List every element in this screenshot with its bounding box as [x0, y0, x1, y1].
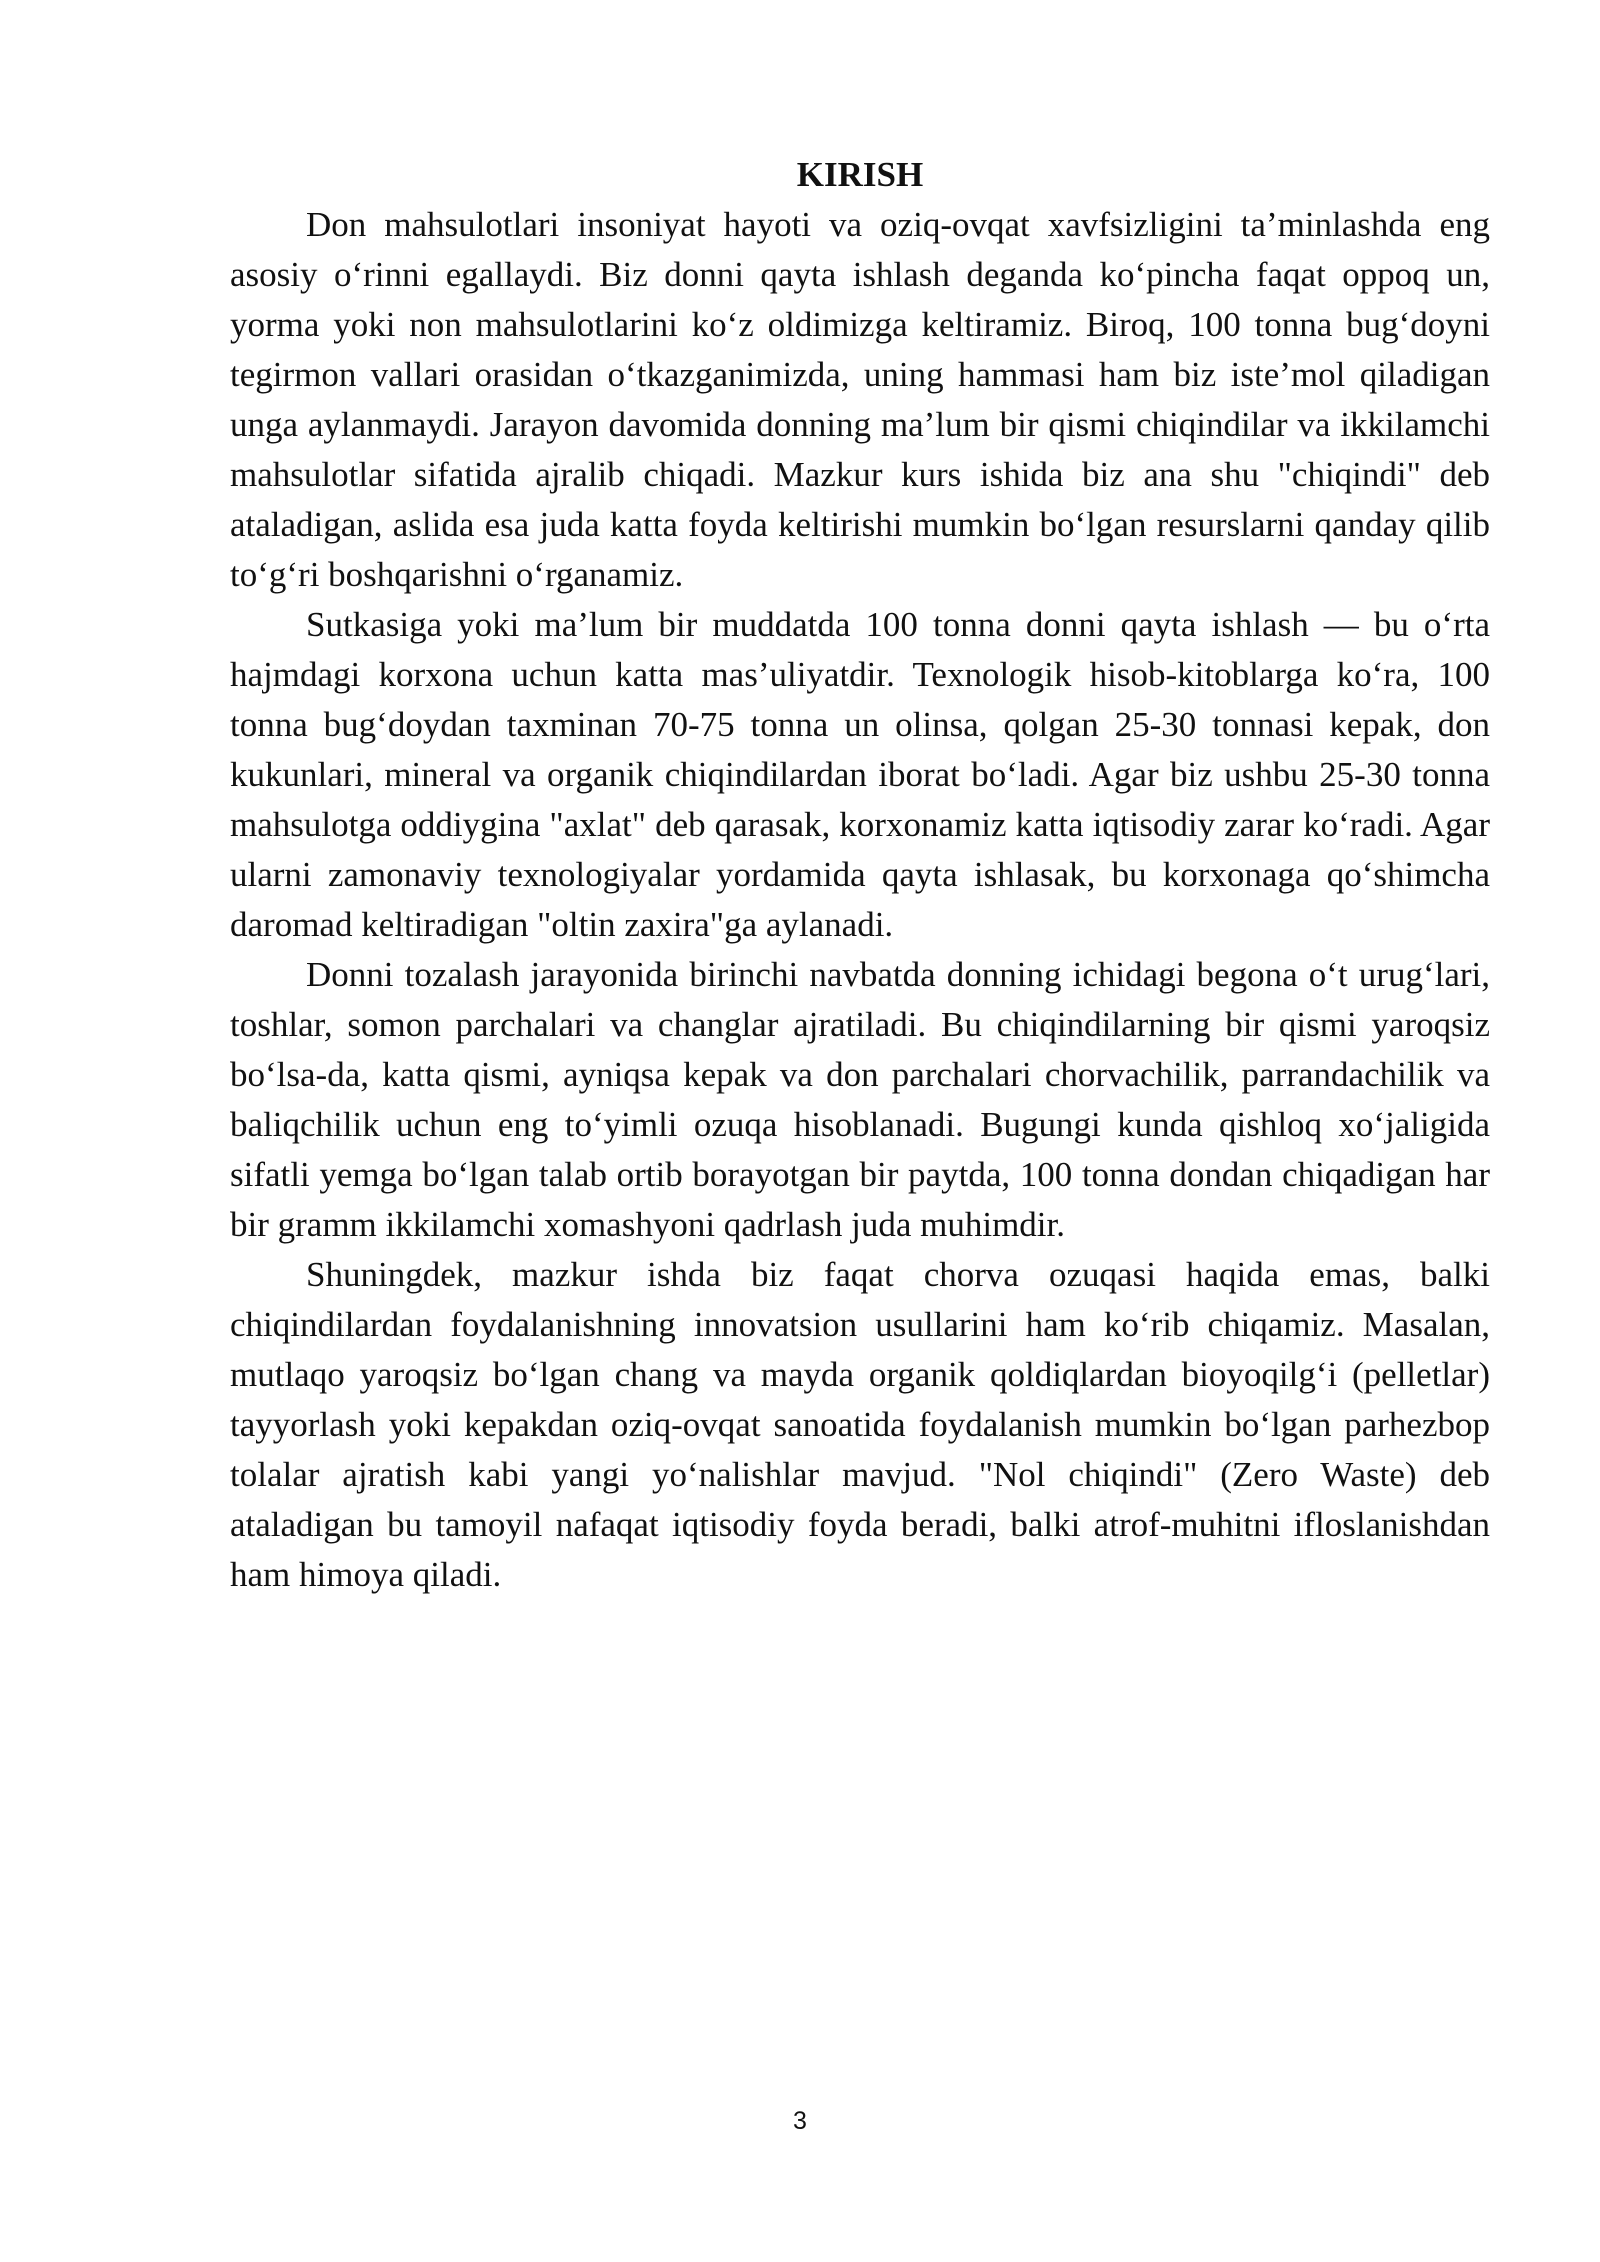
paragraph-2: Sutkasiga yoki ma’lum bir muddatda 100 tonna donni qayta ishlash — bu o‘rta hajmdagi korxona uchun katta mas’uliyatdir. Texnologik hisob-kitoblarga ko‘ra, 100 tonna bug‘doydan taxminan 70-75 tonna un olinsa, qolgan 25-30 tonnasi kepak, don kukunlari, mineral va organik chiqindilardan iborat bo‘ladi. Agar biz ushbu 25-30 tonna mahsulotga oddiygina "axlat" deb qarasak, korxonamiz katta iqtisodiy zarar ko‘radi. Agar ularni zamonaviy texnologiyalar yordamida qayta ishlasak, bu korxonaga qo‘shimcha daromad keltiradigan "oltin zaxira"ga aylanadi.: [230, 605, 1490, 944]
paragraph-4: Shuningdek, mazkur ishda biz faqat chorva ozuqasi haqida emas, balki chiqindilardan foydalanishning innovatsion usullarini ham ko‘rib chiqamiz. Masalan, mutlaqo yaroqsiz bo‘lgan chang va mayda organik qoldiqlardan bioyoqilg‘i (pelletlar) tayyorlash yoki kepakdan oziq-ovqat sanoatida foydalanish mumkin bo‘lgan parhezbop tolalar ajratish kabi yangi yo‘nalishlar mavjud. "Nol chiqindi" (Zero Waste) deb ataladigan bu tamoyil nafaqat iqtisodiy foyda beradi, balki atrof-muhitni ifloslanishdan ham himoya qiladi.: [230, 1255, 1490, 1594]
page-number: 3: [793, 2107, 807, 2135]
paragraph-1: Don mahsulotlari insoniyat hayoti va oziq-ovqat xavfsizligini ta’minlashda eng asosiy o‘rinni egallaydi. Biz donni qayta ishlash deganda ko‘pincha faqat oppoq un, yorma yoki non mahsulotlarini ko‘z oldimizga keltiramiz. Biroq, 100 tonna bug‘doyni tegirmon vallari orasidan o‘tkazganimizda, uning hammasi ham biz iste’mol qiladigan unga aylanmaydi. Jarayon davomida donning ma’lum bir qismi chiqindilar va ikkilamchi mahsulotlar sifatida ajralib chiqadi. Mazkur kurs ishida biz ana shu "chiqindi" deb ataladigan, aslida esa juda katta foyda keltirishi mumkin bo‘lgan resurslarni qanday qilib to‘g‘ri boshqarishni o‘rganamiz.: [230, 205, 1490, 594]
paragraph-3: Donni tozalash jarayonida birinchi navbatda donning ichidagi begona o‘t urug‘lari, toshlar, somon parchalari va changlar ajratiladi. Bu chiqindilarning bir qismi yaroqsiz bo‘lsa-da, katta qismi, ayniqsa kepak va don parchalari chorvachilik, parrandachilik va baliqchilik uchun eng to‘yimli ozuqa hisoblanadi. Bugungi kunda qishloq xo‘jaligida sifatli yemga bo‘lgan talab ortib borayotgan bir paytda, 100 tonna dondan chiqadigan har bir gramm ikkilamchi xomashyoni qadrlash juda muhimdir.: [230, 955, 1490, 1244]
section-heading: KIRISH: [796, 155, 924, 194]
page-content: [230, 150, 1490, 1600]
